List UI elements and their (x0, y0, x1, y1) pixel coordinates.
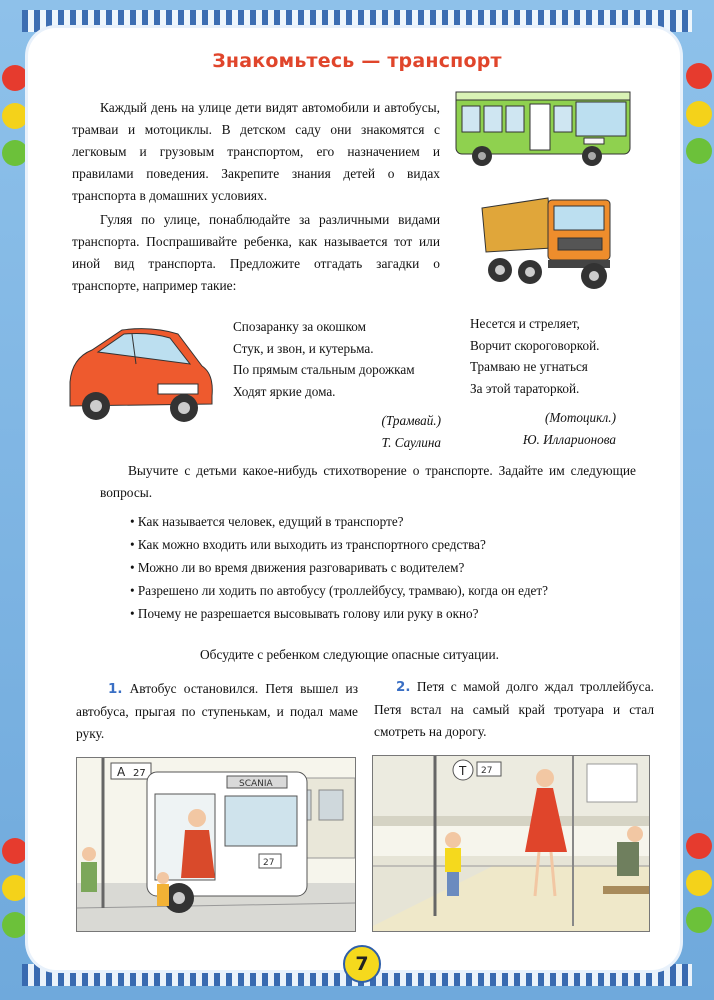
riddle-line: По прямым стальным дорожкам (233, 362, 415, 377)
green-dot-left-top (2, 140, 28, 166)
riddle-line: Ворчит скороговоркой. (470, 337, 600, 353)
situation-number: 2. (396, 680, 411, 695)
green-dot-left-bottom (2, 912, 28, 938)
trolley-stop-number: 27 (481, 766, 493, 776)
yellow-dot-left-bottom (2, 875, 28, 901)
bus-stop-sign: A (117, 765, 126, 779)
question-item: • Почему не разрешается высовывать голову или руку в окно? (130, 602, 548, 625)
questions-list (130, 510, 548, 625)
riddle-line: Несется и стреляет, (470, 316, 580, 331)
trolleybus-scene-icon (373, 756, 649, 931)
situation-1 (76, 678, 358, 745)
situation-2 (374, 676, 654, 743)
riddle-author: Т. Саулина (381, 434, 441, 450)
question-item: • Разрешено ли ходить по автобусу (троллейбусу, трамваю), когда он едет? (130, 579, 548, 602)
bus-brand-label: SCANIA (239, 779, 273, 789)
trolleybus-stop-illustration (372, 755, 650, 932)
green-dot-right-bottom (686, 907, 712, 933)
riddle-line: Трамваю не угнаться (470, 359, 588, 374)
riddle-line: За этой тараторкой. (470, 380, 580, 396)
riddle-answer: (Мотоцикл.) (545, 410, 616, 425)
riddle-line: Спозаранку за окошком (233, 319, 366, 334)
question-item: • Можно ли во время движения разговаривать с водителем? (130, 556, 548, 579)
riddle-line: Стук, и звон, и кутерьма. (233, 340, 374, 356)
trolley-stop-sign: T (459, 764, 467, 778)
situation-text: Петя с мамой долго ждал троллейбуса. Петя встал на самый край тротуара и стал смотреть на дорогу. (374, 679, 654, 739)
car-illustration-icon (62, 322, 218, 426)
bus-stop-illustration (76, 757, 356, 932)
green-dot-right-top (686, 138, 712, 164)
intro-paragraph-2: Гуляя по улице, понаблюдайте за различными видами транспорта. Поспрашивайте ребенка, как называется тот или иной вид транспорта. Предложите отгадать загадки о транспорте, например такие: (72, 212, 440, 293)
question-item: • Как можно входить или выходить из транспортного средства? (130, 533, 548, 556)
question-item: • Как называется человек, едущий в транспорте? (130, 510, 548, 533)
riddle-answer: (Трамвай.) (381, 413, 441, 428)
red-dot-right-bottom (686, 833, 712, 859)
riddle-author: Ю. Илларионова (522, 431, 616, 447)
discuss-heading: Обсудите с ребенком следующие опасные ситуации. (200, 647, 499, 662)
riddle-tram (233, 316, 441, 453)
yellow-dot-right-top (686, 101, 712, 127)
red-dot-left-bottom (2, 838, 28, 864)
truck-illustration-icon (478, 188, 616, 296)
situation-number: 1. (108, 682, 123, 697)
intro-paragraph-1: Каждый день на улице дети видят автомобили и автобусы, трамваи и мотоциклы. В детском саду они знакомятся с легковым и грузовым транспортом, его назначением и правилами поведения. Закрепите знания детей о видах транспорта в домашних условиях. (72, 100, 440, 203)
riddle-motorcycle (470, 313, 616, 450)
page-title: Знакомьтесь — транспорт (212, 50, 502, 72)
bus-route-number: 27 (263, 858, 275, 868)
riddle-line: Ходят яркие дома. (233, 383, 336, 399)
yellow-dot-left-top (2, 103, 28, 129)
bus-scene-icon (77, 758, 355, 931)
page-number-badge: 7 (343, 945, 381, 983)
situation-text: Автобус остановился. Петя вышел из автобуса, прыгая по ступенькам, и подал маме руку. (76, 681, 358, 741)
bus-stop-number: 27 (133, 768, 146, 779)
learn-paragraph: Выучите с детьми какое-нибудь стихотворение о транспорте. Задайте им следующие вопросы. (100, 463, 636, 500)
yellow-dot-right-bottom (686, 870, 712, 896)
bus-illustration-icon (452, 82, 638, 174)
